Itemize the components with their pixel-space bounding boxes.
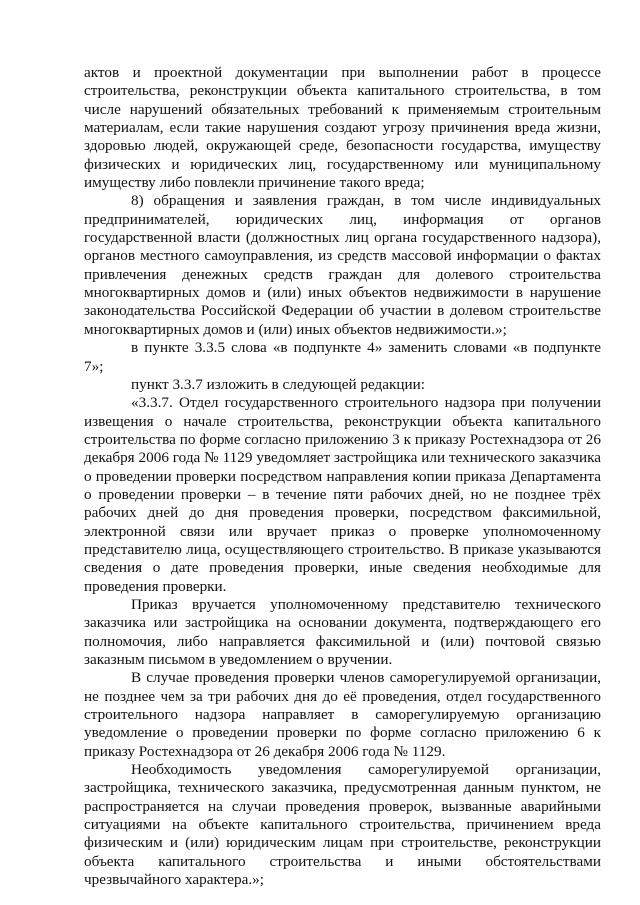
paragraph-sro-inspection: В случае проведения проверки членов саморегулируемой организации, не позднее чем за три рабочих дня до её проведения, отдел государственного строительного надзора направляет в саморегулируемую организацию уведомление о проведении проверки по форме согласно приложению 6 к приказу Ростехнадзора от 26 декабря 2006 года № 1129.	[84, 669, 601, 760]
paragraph-continuation: актов и проектной документации при выполнении работ в процессе строительства, реконструкции объекта капитального строительства, в том числе нарушений обязательных требований к применяемым строительным материалам, если такие нарушения создают угрозу причинения вреда жизни, здоровью людей, окружающей среде, безопасности государства, имуществу физических и юридических лиц, государственному или муниципальному имуществу либо повлекли причинение такого вреда;	[84, 64, 601, 192]
document-page	[84, 64, 601, 889]
paragraph-amendment-3-3-7-intro: пункт 3.3.7 изложить в следующей редакции:	[131, 375, 425, 393]
paragraph-order-delivery: Приказ вручается уполномоченному представителю технического заказчика или застройщика на основании документа, подтверждающего его полномочия, либо направляется факсимильной и (или) почтовой связью заказным письмом в уведомлением о вручении.	[84, 595, 601, 668]
paragraph-item-8: 8) обращения и заявления граждан, в том числе индивидуальных предпринимателей, юридических лиц, информация от органов государственной власти (должностных лиц органа государственного надзора), органов местного самоуправления, из средств массовой информации о фактах привлечения денежных средств граждан для долевого строительства многоквартирных домов и (или) иных объектов недвижимости в нарушение законодательства Российской Федерации об участии в долевом строительстве многоквартирных домов и (или) иных объектов недвижимости.»;	[84, 192, 601, 338]
paragraph-notification-exception: Необходимость уведомления саморегулируемой организации, застройщика, технического заказчика, предусмотренная данным пунктом, не распространяется на случаи проведения проверок, вызванные аварийными ситуациями на объекте капитального строительства, причинением вреда физическим и (или) юридическим лицам при строительстве, реконструкции объекта капитального строительства и иными обстоятельствами чрезвычайного характера.»;	[84, 761, 601, 889]
paragraph-3-3-7: «3.3.7. Отдел государственного строительного надзора при получении извещения о начале строительства, реконструкции объекта капитального строительства по форме согласно приложению 3 к приказу Ростехнадзора от 26 декабря 2006 года № 1129 уведомляет застройщика или технического заказчика о проведении проверки посредством направления копии приказа Департамента о проведении проверки – в течение пяти рабочих дней, но не позднее трёх рабочих дней до дня проведения проверки, посредством факсимильной, электронной связи или вручает приказ о проверке уполномоченному представителю лица, осуществляющего строительство. В приказе указываются сведения о дате проведения проверки, иные сведения необходимые для проведения проверки.	[84, 394, 601, 595]
paragraph-amendment-3-3-5: в пункте 3.3.5 слова «в подпункте 4» заменить словами «в подпункте 7»;	[84, 339, 601, 375]
